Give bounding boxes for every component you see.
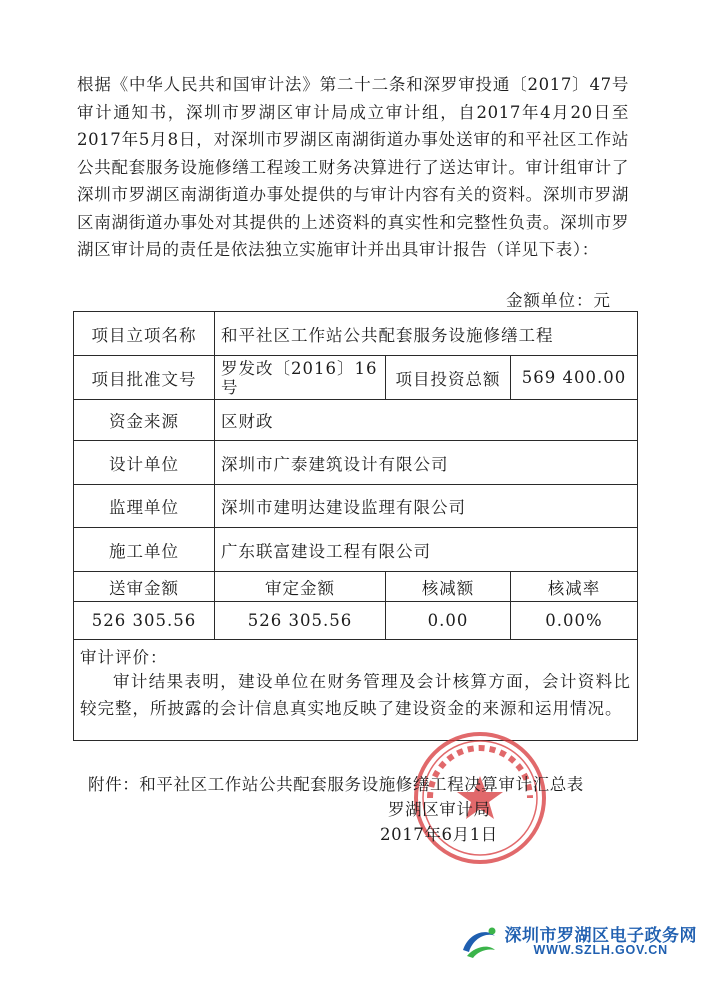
amount-approved: 526 305.56: [215, 602, 386, 640]
evaluation-body: 审计结果表明，建设单位在财务管理及会计核算方面，会计资料比较完整，所披露的会计信息真实地反映了建设资金的来源和运用情况。: [80, 672, 632, 718]
investment-value: 569 400.00: [511, 356, 638, 400]
amount-reduction-rate: 0.00%: [511, 602, 638, 640]
approval-no-label: 项目批准文号: [74, 356, 215, 400]
project-name-value: 和平社区工作站公共配套服务设施修缮工程: [215, 312, 638, 356]
row-approval: [74, 356, 638, 400]
row-supervision-unit: [74, 485, 638, 528]
supervision-unit-label: 监理单位: [74, 485, 215, 528]
construction-unit-label: 施工单位: [74, 528, 215, 572]
amount-reduction: 0.00: [386, 602, 511, 640]
amount-unit: 金额单位：元: [506, 291, 611, 310]
approval-no-value: 罗发改〔2016〕16号: [215, 356, 386, 400]
evaluation-cell: [74, 640, 638, 741]
row-evaluation: [74, 640, 638, 741]
row-amount-values: [74, 602, 638, 640]
construction-unit-value: 广东联富建设工程有限公司: [215, 528, 638, 572]
investment-label: 项目投资总额: [386, 356, 511, 400]
supervision-unit-value: 深圳市建明达建设监理有限公司: [215, 485, 638, 528]
amount-submitted: 526 305.56: [74, 602, 215, 640]
amount-header-reduction-rate: 核减率: [511, 572, 638, 602]
watermark-site-url: WWW.SZLH.GOV.CN: [533, 943, 668, 958]
row-design-unit: [74, 441, 638, 485]
row-project-name: [74, 312, 638, 356]
amount-header-submitted: 送审金额: [74, 572, 215, 602]
site-logo-icon: [459, 922, 499, 962]
row-fund-source: [74, 400, 638, 441]
issue-date: 2017年6月1日: [380, 825, 498, 844]
amount-header-approved: 审定金额: [215, 572, 386, 602]
watermark-site-name: 深圳市罗湖区电子政务网: [504, 925, 697, 945]
design-unit-label: 设计单位: [74, 441, 215, 485]
evaluation-title: 审计评价：: [80, 648, 168, 667]
fund-source-label: 资金来源: [74, 400, 215, 441]
design-unit-value: 深圳市广泰建筑设计有限公司: [215, 441, 638, 485]
row-construction-unit: [74, 528, 638, 572]
site-watermark: [459, 920, 698, 964]
project-name-label: 项目立项名称: [74, 312, 215, 356]
audit-info-table: [73, 311, 638, 741]
attachment-line: 附件：和平社区工作站公共配套服务设施修缮工程决算审计汇总表: [88, 775, 584, 794]
watermark-text: [505, 927, 698, 958]
row-amount-headers: [74, 572, 638, 602]
issuer-name: 罗湖区审计局: [388, 800, 491, 819]
fund-source-value: 区财政: [215, 400, 638, 441]
intro-paragraph: 根据《中华人民共和国审计法》第二十二条和深罗审投通〔2017〕47号审计通知书，深圳市罗湖区审计局成立审计组，自2017年4月20日至2017年5月8日，对深圳市罗湖区南湖街道办事处送审的和平社区工作站公共配套服务设施修缮工程竣工财务决算进行了送达审计。审计组审计了深圳市罗湖区南湖街道办事处提供的与审计内容有关的资料。深圳市罗湖区南湖街道办事处对其提供的上述资料的真实性和完整性负责。深圳市罗湖区审计局的责任是依法独立实施审计并出具审计报告（详见下表）：: [77, 75, 629, 259]
amount-header-reduction: 核减额: [386, 572, 511, 602]
